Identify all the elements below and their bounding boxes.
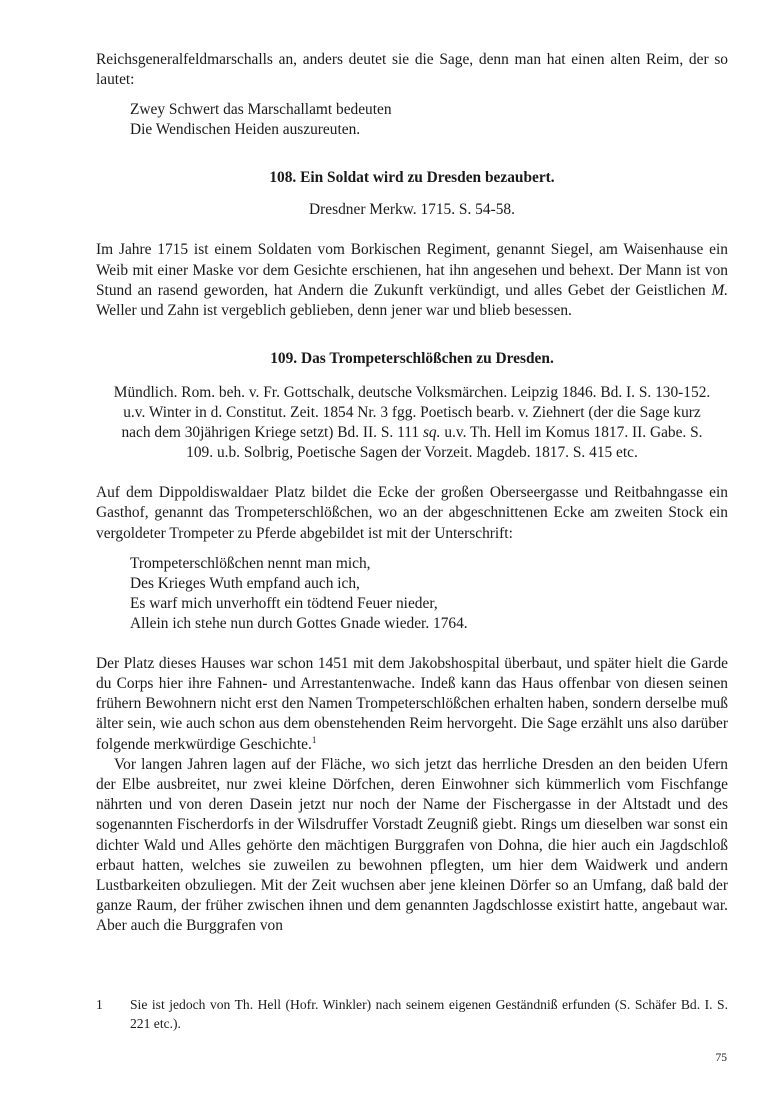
- verse-line: Allein ich stehe nun durch Gottes Gnade wieder. 1764.: [130, 614, 468, 632]
- page-body: [96, 50, 728, 937]
- intro-paragraph: Reichsgeneralfeldmarschalls an, anders deutet sie die Sage, denn man hat einen alten Reim, der so lautet:: [96, 51, 728, 89]
- section-108-source: Dresdner Merkw. 1715. S. 54-58.: [309, 201, 515, 219]
- section-109-title: 109. Das Trompeterschlößchen zu Dresden.: [270, 350, 554, 368]
- verse-trompeter: [130, 554, 728, 634]
- section-109-source: Mündlich. Rom. beh. v. Fr. Gottschalk, deutsche Volksmärchen. Leipzig 1846. Bd. I. S. 130-152. u.v. Winter in d. Constitut. Zeit. 1854 Nr. 3 fgg. Poetisch bearb. v. Ziehnert (der die Sage kurz nach dem 30jährigen Kriege setzt) Bd. II. S. 111 sq. u.v. Th. Hell im Komus 1817. II. Gabe. S. 109. u.b. Solbrig, Poetische Sagen der Vorzeit. Magdeb. 1817. S. 415 etc.: [113, 384, 711, 462]
- footnote-text: Sie ist jedoch von Th. Hell (Hofr. Winkler) nach seinem eigenen Geständniß erfunden (S. Schäfer Bd. I. S. 221 etc.).: [130, 997, 728, 1031]
- page-number: 75: [715, 1052, 727, 1064]
- footnote-ref[interactable]: 1: [311, 734, 317, 745]
- verse-line: Trompeterschlößchen nennt man mich,: [130, 554, 371, 572]
- verse-line: Des Krieges Wuth empfand auch ich,: [130, 574, 360, 592]
- verse-line: Zwey Schwert das Marschallamt bedeuten: [130, 101, 392, 119]
- section-108-body: Im Jahre 1715 ist einem Soldaten vom Borkischen Regiment, genannt Siegel, am Waisenhause ein Weib mit einer Maske vor dem Gesichte erschienen, hat ihn angesehen und behext. Der Mann ist von Stund an rasend geworden, hat Andern die Zukunft verkündigt, und alles Gebet der Geistlichen M. Weller und Zahn ist vergeblich geblieben, denn jener war und blieb besessen.: [96, 241, 728, 320]
- verse-line: Die Wendischen Heiden auszureuten.: [130, 121, 361, 139]
- section-108-title: 108. Ein Soldat wird zu Dresden bezaubert.: [269, 169, 555, 187]
- section-109-paragraph-1: Auf dem Dippoldiswaldaer Platz bildet die Ecke der großen Oberseergasse und Reitbahngasse ein Gasthof, genannt das Trompeterschlößchen, wo an der abgeschnittenen Ecke am zweiten Stock ein vergoldeter Trompeter zu Pferde abgebildet ist mit der Unterschrift:: [96, 484, 728, 542]
- section-109-paragraph-3: Vor langen Jahren lagen auf der Fläche, wo sich jetzt das herrliche Dresden an den beiden Ufern der Elbe ausbreitet, nur zwei kleine Dörfchen, deren Einwohner sich kümmerlich vom Fischfange nährten und von deren Dasein jetzt nur noch der Name der Fischergasse in der Altstadt und des sogenannten Fischerdorfs in der Wilsdruffer Vorstadt Zeugniß giebt. Rings um dieselben war sonst ein dichter Wald und Alles gehörte den mächtigen Burggrafen von Dohna, die hier auch ein Jagdschloß erbaut hatten, welches sie zuweilen zu bewohnen pflegten, um hier dem Waidwerk und andern Lustbarkeiten obzuliegen. Mit der Zeit wuchsen aber jene kleinen Dörfer so an Umfang, daß bald der ganze Raum, der früher zwischen ihnen und dem genannten Jagdschlosse existirt hatte, angebaut war. Aber auch die Burggrafen von: [96, 755, 728, 935]
- verse-marschall: [130, 100, 728, 140]
- section-109-paragraph-2: Der Platz dieses Hauses war schon 1451 mit dem Jakobshospital überbaut, und später hielt die Garde du Corps hier ihre Fahnen- und Arrestantenwache. Indeß kann das Haus offenbar von diesen seinen frühern Bewohnern nicht erst den Namen Trompeterschlößchen erhalten haben, sondern derselbe muß älter sein, wie auch schon aus dem obenstehenden Reim hervorgeht. Die Sage erzählt uns also darüber folgende merkwürdige Geschichte.$^1$: [96, 654, 728, 753]
- footnote-number: 1: [96, 997, 103, 1012]
- verse-line: Es warf mich unverhofft ein tödtend Feuer nieder,: [130, 594, 438, 612]
- footnote: [96, 995, 728, 1033]
